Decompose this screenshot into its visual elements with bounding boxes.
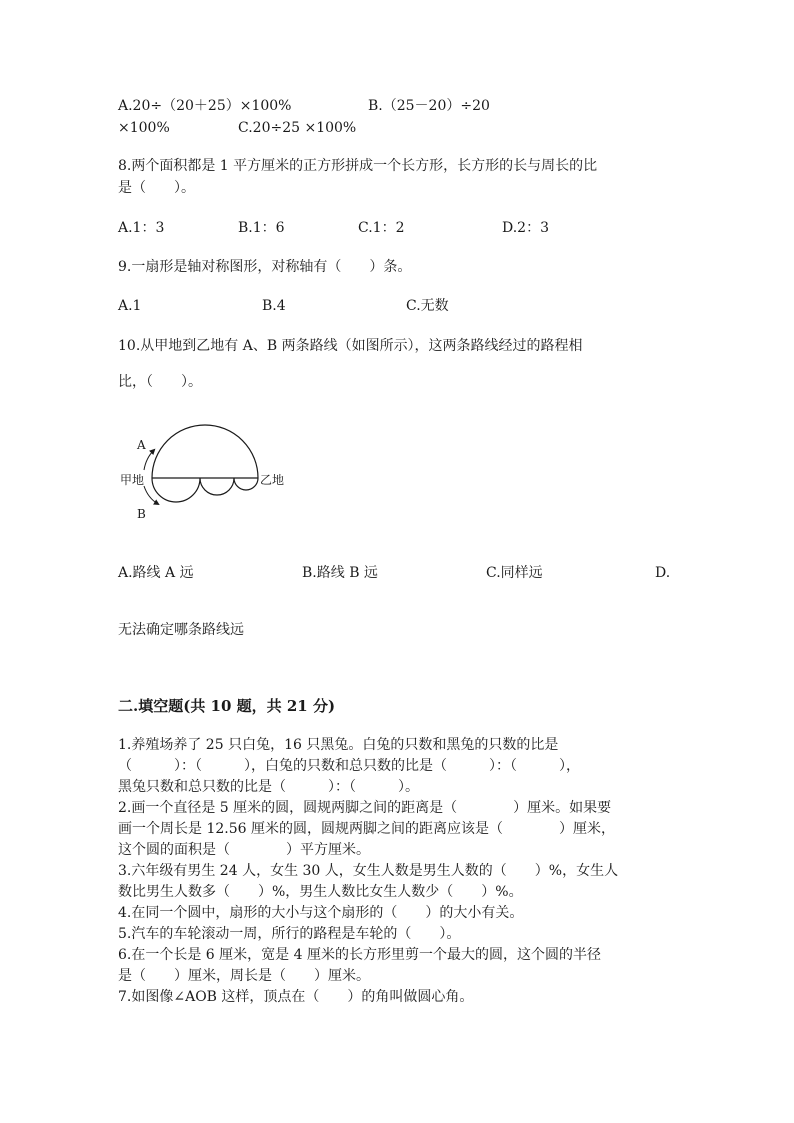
q10-stem-line1: 10.从甲地到乙地有 A、B 两条路线（如图所示），这两条路线经过的路程相 xyxy=(118,338,583,354)
fill-line-11: 6.在一个长是 6 厘米，宽是 4 厘米的长方形里剪一个最大的圆，这个圆的半径 xyxy=(118,947,601,963)
q9-option-c: C.无数 xyxy=(406,298,449,314)
q10-option-d: D. xyxy=(655,565,671,581)
route-b-arcs xyxy=(152,478,258,502)
q7-option-a: A.20÷（20＋25）×100% xyxy=(118,98,292,114)
q7-option-b-cont: ×100% xyxy=(118,120,170,136)
fill-line-2: （ ）：（ ），白兔的只数和总只数的比是（ ）：（ ）， xyxy=(118,758,580,774)
q8-option-a: A.1：3 xyxy=(118,220,165,236)
fill-line-13: 7.如图像∠AOB 这样，顶点在（ ）的角叫做圆心角。 xyxy=(118,989,474,1005)
q8-stem-line2: 是（ ）。 xyxy=(118,180,195,196)
fill-line-6: 这个圆的面积是（ ）平方厘米。 xyxy=(118,842,370,858)
fill-line-5: 画一个周长是 12.56 厘米的圆，圆规两脚之间的距离应该是（ ）厘米， xyxy=(118,821,615,837)
q10-option-a: A.路线 A 远 xyxy=(118,565,194,581)
q8-stem-line1: 8.两个面积都是 1 平方厘米的正方形拼成一个长方形，长方形的长与周长的比 xyxy=(118,158,598,174)
q10-option-b: B.路线 B 远 xyxy=(302,565,378,581)
fill-line-3: 黑兔只数和总只数的比是（ ）：（ ）。 xyxy=(118,779,419,795)
q9-option-b: B.4 xyxy=(262,298,286,314)
q10-option-d-cont: 无法确定哪条路线远 xyxy=(118,622,244,638)
q8-option-b: B.1：6 xyxy=(238,220,285,236)
route-a-arc xyxy=(152,425,258,478)
fill-line-10: 5.汽车的车轮滚动一周，所行的路程是车轮的（ ）。 xyxy=(118,926,461,942)
q10-stem-line2: 比，（ ）。 xyxy=(118,374,202,390)
fill-line-8: 数比男生人数多（ ）%，男生人数比女生人数少（ ）%。 xyxy=(118,884,523,900)
label-start: 甲地 xyxy=(120,473,145,487)
fill-line-4: 2.画一个直径是 5 厘米的圆，圆规两脚之间的距离是（ ）厘米。如果要 xyxy=(118,800,612,816)
arrow-b-icon xyxy=(144,486,158,504)
fill-line-7: 3.六年级有男生 24 人，女生 30 人，女生人数是男生人数的（ ）%，女生人 xyxy=(118,863,619,879)
fill-line-12: 是（ ）厘米，周长是（ ）厘米。 xyxy=(118,968,370,984)
q8-option-c: C.1：2 xyxy=(358,220,405,236)
q7-option-b: B.（25－20）÷20 xyxy=(368,98,490,114)
route-diagram xyxy=(118,418,288,528)
label-a: A xyxy=(137,438,146,452)
q9-option-a: A.1 xyxy=(118,298,142,314)
section-title: 二.填空题(共 10 题，共 21 分) xyxy=(118,697,336,715)
q8-option-d: D.2：3 xyxy=(502,220,549,236)
label-b: B xyxy=(137,507,146,521)
q7-option-c: C.20÷25 ×100% xyxy=(238,120,357,136)
q10-option-c: C.同样远 xyxy=(486,565,543,581)
q9-stem: 9.一扇形是轴对称图形，对称轴有（ ）条。 xyxy=(118,259,412,275)
fill-line-9: 4.在同一个圆中，扇形的大小与这个扇形的（ ）的大小有关。 xyxy=(118,905,524,921)
fill-line-1: 1.养殖场养了 25 只白兔，16 只黑兔。白兔的只数和黑兔的只数的比是 xyxy=(118,737,559,753)
label-end: 乙地 xyxy=(260,473,285,487)
